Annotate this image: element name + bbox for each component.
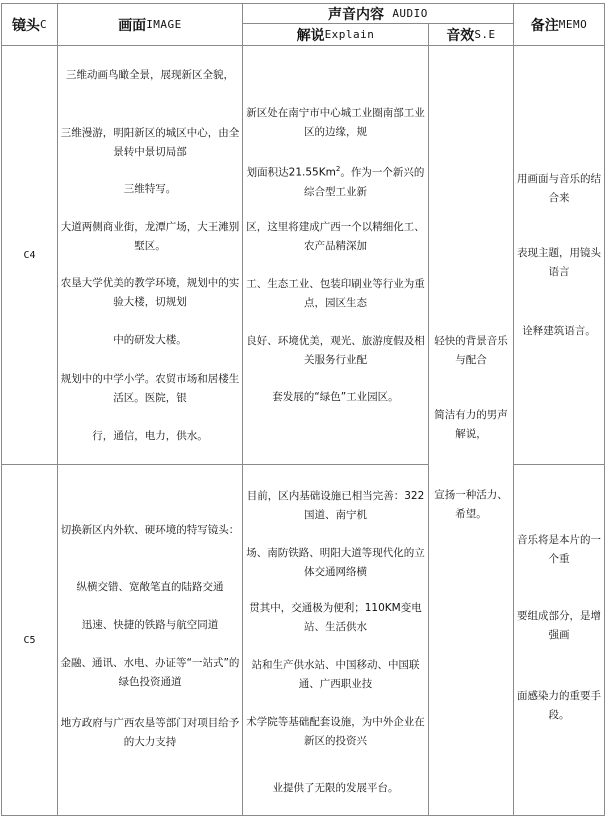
image-text: 规划中的中学小学。农贸市场和居楼生活区。医院，银 (60, 373, 240, 404)
header-audio (242, 3, 514, 24)
image-text: 切换新区内外软、硬环境的特写镜头： (60, 524, 240, 536)
explain-text: 区，这里将建成广西一个以精细化工、农产品精深加 (246, 221, 425, 252)
image-text: 三维动画鸟瞰全景，展现新区全貌， (66, 69, 234, 81)
image-cell-c4 (57, 45, 243, 465)
image-text: 地方政府与广西农垦等部门对项目给予的大力支持 (60, 717, 240, 748)
header-se-cn: 音效 (446, 27, 475, 44)
explain-text: 套发展的“绿色”工业园区。 (272, 391, 399, 403)
explain-text: 良好、环境优美，观光、旅游度假及相关服务行业配 (246, 335, 425, 366)
shot-label-c5: C5 (23, 634, 36, 646)
header-se-en: S.E (474, 28, 496, 41)
image-text: 金融、通讯、水电、办证等“一站式”的绿色投资通道 (60, 657, 240, 688)
explain-area-text: 划面积达21.55Km (246, 166, 336, 179)
explain-text-area (245, 160, 426, 202)
image-text: 纵横交错、宽敞笔直的陆路交通 (76, 581, 224, 593)
explain-text: 业提供了无限的发展平台。 (272, 782, 399, 794)
se-cell (428, 45, 514, 816)
shot-cell-c5 (1, 464, 58, 816)
header-audio-cn: 声音内容 (328, 6, 385, 23)
image-text: 三维漫游，明阳新区的城区中心，由全景转中景切局部 (60, 127, 240, 158)
header-image-en: IMAGE (146, 18, 182, 31)
header-memo-cn: 备注 (530, 17, 559, 34)
se-text: 轻快的背景音乐与配合 (434, 335, 508, 366)
header-shot-en: C (39, 18, 48, 31)
header-shot (1, 3, 58, 46)
memo-text: 面感染力的重要手段。 (517, 690, 601, 721)
memo-text: 用画面与音乐的结合来 (517, 173, 601, 204)
memo-cell-c5 (513, 464, 605, 816)
memo-text: 诠释建筑语言。 (522, 325, 596, 337)
shot-cell-c4 (1, 45, 58, 465)
memo-text: 表现主题，用镜头语言 (517, 247, 601, 278)
memo-text: 要组成部分，是增强画 (517, 610, 601, 641)
explain-text: 术学院等基础配套设施，为中外企业在新区的投资兴 (246, 716, 425, 747)
explain-text: 新区处在南宁市中心城工业圈南部工业区的边缘，规 (246, 107, 425, 138)
header-explain-cn: 解说 (296, 27, 325, 44)
image-text: 中的研发大楼。 (113, 334, 187, 346)
se-text: 宣扬一种活力、希望。 (434, 489, 508, 520)
header-se (428, 23, 514, 46)
explain-area-rest: 。作为一个新兴的综合型工业新 (304, 166, 425, 198)
memo-cell-c4 (513, 45, 605, 465)
header-image-cn: 画面 (118, 17, 147, 34)
image-cell-c5 (57, 464, 243, 816)
header-memo-en: MEMO (558, 18, 588, 31)
explain-text: 贯其中，交通极为便利；110KM变电站、生活供水 (249, 602, 422, 633)
explain-area-sup: 2 (335, 165, 341, 173)
explain-text: 站和生产供水站、中国移动、中国联通、广西职业技 (251, 659, 420, 690)
shot-label-c4: C4 (23, 249, 36, 261)
explain-cell-c5 (242, 464, 429, 816)
image-text: 迅速、快捷的铁路与航空同道 (81, 619, 219, 631)
header-explain (242, 23, 429, 46)
memo-text: 音乐将是本片的一个重 (517, 534, 601, 565)
se-text: 简洁有力的男声解说， (434, 409, 508, 440)
explain-text: 目前，区内基础设施已相当完善：322国道、南宁机 (246, 490, 425, 521)
header-explain-en: Explain (324, 28, 375, 41)
image-text: 行，通信，电力，供水。 (92, 430, 208, 442)
header-audio-en: AUDIO (392, 7, 428, 20)
image-text: 农垦大学优美的教学环境，规划中的实验大楼，切规划 (60, 277, 240, 308)
header-shot-cn: 镜头 (11, 17, 40, 34)
explain-cell-c4 (242, 45, 429, 465)
header-image (57, 3, 243, 46)
image-text: 三维特写。 (123, 183, 177, 195)
header-memo (513, 3, 605, 46)
explain-text: 场、南防铁路、明阳大道等现代化的立体交通网络横 (246, 547, 425, 578)
explain-text: 工、生态工业、包装印刷业等行业为重点，园区生态 (246, 278, 425, 309)
image-text: 大道两侧商业街，龙潭广场，大王滩别墅区。 (60, 221, 240, 252)
